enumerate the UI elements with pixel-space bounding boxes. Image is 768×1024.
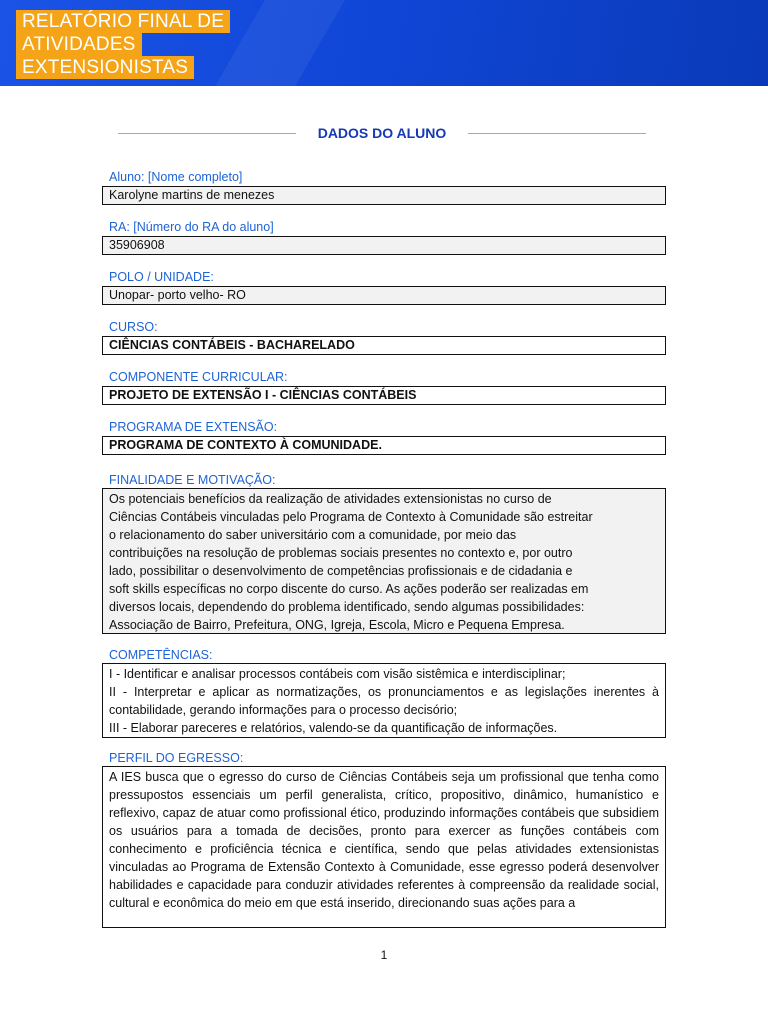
title-line-1: RELATÓRIO FINAL DE <box>16 10 230 33</box>
competencia-item: III - Elaborar pareceres e relatórios, valendo-se da quantificação de informações. <box>109 721 558 735</box>
aluno-label: Aluno: [Nome completo] <box>109 170 243 184</box>
componente-label: COMPONENTE CURRICULAR: <box>109 370 288 384</box>
competencias-label: COMPETÊNCIAS: <box>109 648 213 662</box>
finalidade-label: FINALIDADE E MOTIVAÇÃO: <box>109 473 276 487</box>
heading-rule-right <box>468 133 646 134</box>
competencia-item: II - Interpretar e aplicar as normatizações, os pronunciamentos e as legislações inerentes à contabilidade, gerando informações para o processo decisório; <box>109 685 659 717</box>
aluno-field[interactable]: Karolyne martins de menezes <box>102 186 666 205</box>
title-line-3: EXTENSIONISTAS <box>16 56 194 79</box>
perfil-field[interactable] <box>102 766 666 928</box>
competencia-item: I - Identificar e analisar processos contábeis com visão sistêmica e interdisciplinar; <box>109 667 566 681</box>
header-banner <box>0 0 768 86</box>
polo-label: POLO / UNIDADE: <box>109 270 214 284</box>
finalidade-line: diversos locais, dependendo do problema identificado, sendo algumas possibilidades: <box>109 600 585 614</box>
document-title <box>16 10 230 79</box>
programa-label: PROGRAMA DE EXTENSÃO: <box>109 420 278 434</box>
perfil-text: A IES busca que o egresso do curso de Ciências Contábeis seja um profissional que tenha como pressupostos essenciais um perfil generalista, crítico, propositivo, dinâmico, humanístico e reflexivo, capaz de atuar como profissional ético, produzindo informações contábeis que subsidiem os usuários para a tomada de decisões, pronto para exercer as funções contábeis com conhecimento e proficiência técnica e científica, sendo que pelas atividades extensionistas vinculadas ao Programa de Extensão Contexto à Comunidade, esse egresso poderá desenvolver habilidades e capacidade para conduzir atividades referentes à compreensão da realidade social, cultural e econômica do meio em que está inserido, direcionando suas ações para a <box>109 770 659 910</box>
ra-field[interactable]: 35906908 <box>102 236 666 255</box>
finalidade-field[interactable] <box>102 488 666 634</box>
title-line-2: ATIVIDADES <box>16 33 142 56</box>
finalidade-line: Ciências Contábeis vinculadas pelo Programa de Contexto à Comunidade são estreitar <box>109 510 593 524</box>
curso-label: CURSO: <box>109 320 158 334</box>
programa-field[interactable]: PROGRAMA DE CONTEXTO À COMUNIDADE. <box>102 436 666 455</box>
finalidade-line: o relacionamento do saber universitário com a comunidade, por meio das <box>109 528 517 542</box>
finalidade-line: Os potenciais benefícios da realização de atividades extensionistas no curso de <box>109 492 552 506</box>
polo-field[interactable]: Unopar- porto velho- RO <box>102 286 666 305</box>
page-number: 1 <box>380 948 388 962</box>
finalidade-line: contribuições na resolução de problemas sociais presentes no contexto e, por outro <box>109 546 573 560</box>
ra-label: RA: [Número do RA do aluno] <box>109 220 274 234</box>
componente-field[interactable]: PROJETO DE EXTENSÃO I - CIÊNCIAS CONTÁBEIS <box>102 386 666 405</box>
finalidade-line: Associação de Bairro, Prefeitura, ONG, Igreja, Escola, Micro e Pequena Empresa. <box>109 618 565 632</box>
section-heading <box>118 124 646 144</box>
competencias-field[interactable] <box>102 663 666 738</box>
finalidade-line: soft skills específicas no corpo discente do curso. As ações poderão ser realizadas em <box>109 582 589 596</box>
curso-field[interactable]: CIÊNCIAS CONTÁBEIS - BACHARELADO <box>102 336 666 355</box>
finalidade-line: lado, possibilitar o desenvolvimento de competências profissionais e de cidadania e <box>109 564 573 578</box>
section-heading-label: DADOS DO ALUNO <box>317 125 447 141</box>
perfil-label: PERFIL DO EGRESSO: <box>109 751 244 765</box>
